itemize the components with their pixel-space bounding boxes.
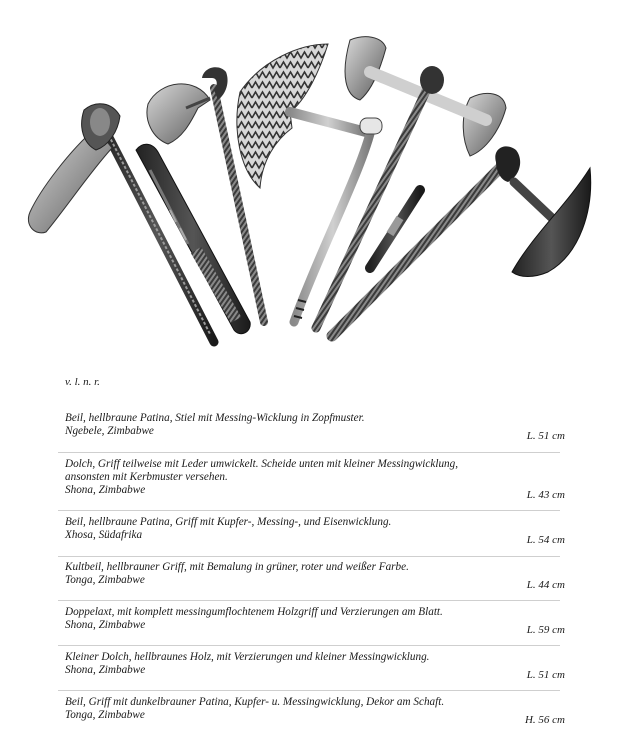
catalog-entry-4	[65, 561, 565, 591]
entry-length: L. 51 cm	[526, 430, 565, 442]
entry-length: L. 51 cm	[526, 669, 565, 681]
entry-origin: Shona, Zimbabwe	[65, 664, 146, 677]
entry-origin: Tonga, Zimbabwe	[65, 709, 145, 722]
entry-description: Beil, hellbraune Patina, Griff mit Kupfer-, Messing-, und Eisenwicklung.	[65, 516, 392, 528]
entry-length: H. 56 cm	[524, 714, 565, 726]
catalog-entry-7	[65, 696, 565, 726]
weapons-photograph	[0, 0, 617, 360]
entry-origin: Shona, Zimbabwe	[65, 619, 146, 632]
entry-origin: Tonga, Zimbabwe	[65, 574, 145, 587]
catalog-entry-2	[65, 458, 565, 501]
entry-description: Kultbeil, hellbrauner Griff, mit Bemalung in grüner, roter und weißer Farbe.	[65, 561, 409, 573]
entry-length: L. 59 cm	[526, 624, 565, 636]
entry-description: Beil, Griff mit dunkelbrauner Patina, Kupfer- u. Messingwicklung, Dekor am Schaft.	[65, 696, 445, 708]
entry-origin: Ngebele, Zimbabwe	[65, 425, 154, 438]
divider	[58, 556, 560, 557]
entry-length: L. 44 cm	[526, 579, 565, 591]
entry-origin: Xhosa, Südafrika	[65, 529, 143, 542]
catalog-entry-6	[65, 651, 565, 681]
divider	[58, 690, 560, 691]
entry-length: L. 54 cm	[526, 534, 565, 546]
entry-description: Doppelaxt, mit komplett messingumflochtenem Holzgriff und Verzierungen am Blatt.	[65, 606, 443, 618]
catalog-entry-1	[65, 412, 565, 442]
entry-description: Dolch, Griff teilweise mit Leder umwickelt. Scheide unten mit kleiner Messingwicklung, ansonsten mit Kerbmuster versehen.	[65, 458, 459, 484]
divider	[58, 510, 560, 511]
catalog-entry-3	[65, 516, 565, 546]
entry-origin: Shona, Zimbabwe	[65, 484, 146, 497]
divider	[58, 600, 560, 601]
order-caption: v. l. n. r.	[65, 376, 100, 388]
entry-description: Beil, hellbraune Patina, Stiel mit Messing-Wicklung in Zopfmuster.	[65, 412, 365, 424]
divider	[58, 452, 560, 453]
weapon-axe-tonga	[332, 146, 591, 336]
weapon-double-axe-shona	[316, 37, 506, 328]
divider	[58, 645, 560, 646]
entry-description: Kleiner Dolch, hellbraunes Holz, mit Verzierungen und kleiner Messingwicklung.	[65, 651, 430, 663]
entry-length: L. 43 cm	[526, 489, 565, 501]
catalog-entry-5	[65, 606, 565, 636]
